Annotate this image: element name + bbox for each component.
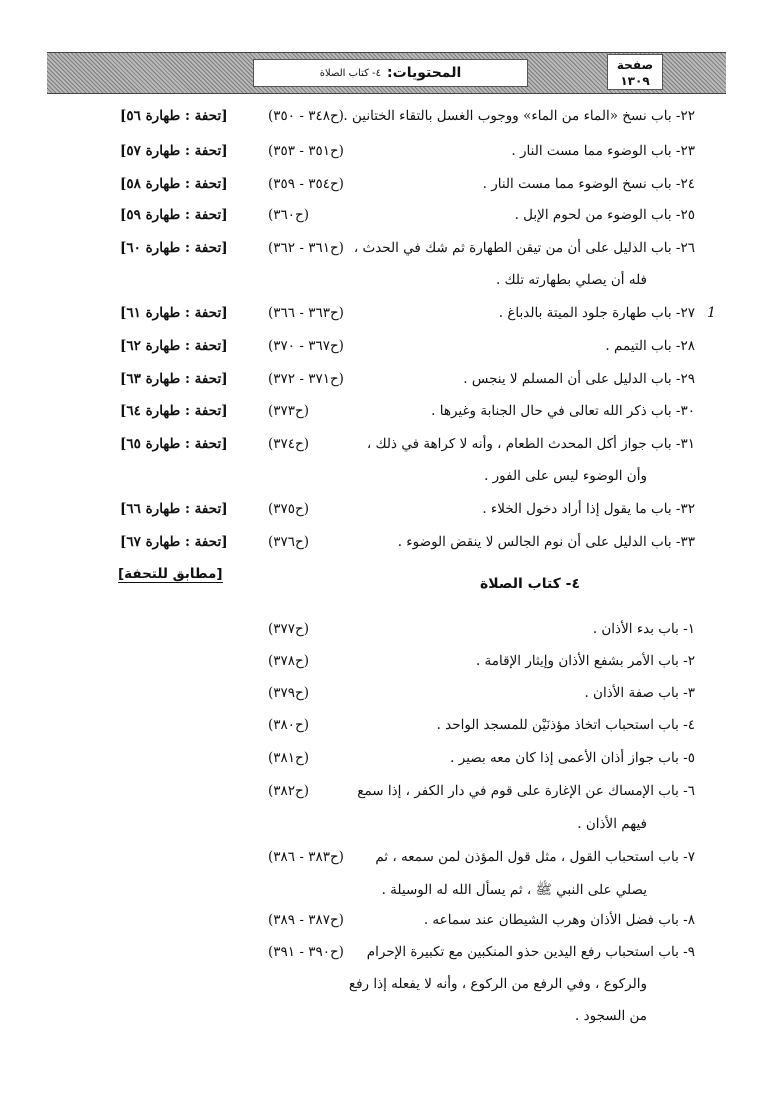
entry-tohfa: [تحفة : طهارة ٦٦] <box>120 501 228 517</box>
prayer-entry-continuation: والركوع ، وفي الرفع من الركوع ، وأنه لا يفعله إذا رفع <box>348 976 647 992</box>
section-heading: ٤- كتاب الصلاة <box>480 576 581 592</box>
entry-ref: (ح٣٦٣ - ٣٦٦) <box>268 305 344 321</box>
entry-tohfa: [تحفة : طهارة ٦٧] <box>120 534 228 550</box>
contents-title-box <box>253 59 528 87</box>
prayer-entry-title: ٥- باب جواز أذان الأعمى إذا كان معه بصير . <box>450 750 695 766</box>
prayer-entry-ref: (ح٣٧٧) <box>268 621 310 637</box>
entry-title: ٢٧- باب طهارة جلود الميتة بالدباغ . <box>498 305 695 321</box>
prayer-entry-title: ٣- باب صفة الأذان . <box>584 685 695 701</box>
prayer-entry-title: ٢- باب الأمر بشفع الأذان وإيثار الإقامة . <box>475 653 695 669</box>
page-label: صفحة <box>616 58 654 72</box>
prayer-entry-ref: (ح٣٨١) <box>268 750 310 766</box>
entry-tohfa: [تحفة : طهارة ٦١] <box>120 305 228 321</box>
entry-tohfa: [تحفة : طهارة ٥٩] <box>120 207 228 223</box>
entry-ref: (ح٣٧١ - ٣٧٢) <box>268 371 344 387</box>
entry-ref: (ح٣٧٥) <box>268 501 310 517</box>
entry-title: ٣٣- باب الدليل على أن نوم الجالس لا ينقض الوضوء . <box>397 534 695 550</box>
prayer-entry-ref: (ح٣٨٠) <box>268 717 310 733</box>
entry-tohfa: [تحفة : طهارة ٥٧] <box>120 143 228 159</box>
entry-ref: (ح٣٦٧ - ٣٧٠) <box>268 338 344 354</box>
contents-subtitle: ٤- كتاب الصلاة <box>319 67 382 79</box>
entry-title: ٢٦- باب الدليل على أن من تيقن الطهارة ثم شك في الحدث ، <box>353 240 695 256</box>
entry-title: ٢٤- باب نسخ الوضوء مما مست النار . <box>482 176 695 192</box>
entry-ref: (ح٣٥١ - ٣٥٣) <box>268 143 344 159</box>
entry-title: ٣٢- باب ما يقول إذا أراد دخول الخلاء . <box>482 501 695 517</box>
page-number: ١٣٠٩ <box>620 74 650 88</box>
prayer-entry-ref: (ح٣٨٢) <box>268 783 310 799</box>
prayer-entry-continuation: يصلي على النبي ﷺ ، ثم يسأل الله له الوسيلة . <box>381 882 647 898</box>
prayer-entry-title: ٩- باب استحباب رفع اليدين حذو المنكبين مع تكبيرة الإحرام <box>366 944 695 960</box>
page-number-box <box>607 54 663 90</box>
prayer-entry-ref: (ح٣٨٣ - ٣٨٦) <box>268 849 344 865</box>
entry-tohfa: [تحفة : طهارة ٦٣] <box>120 371 228 387</box>
matching-note: [مطابق للتحفة] <box>118 566 223 582</box>
entry-tohfa: [تحفة : طهارة ٦٢] <box>120 338 228 354</box>
entry-ref: (ح٣٧٤) <box>268 436 310 452</box>
prayer-entry-continuation: فيهم الأذان . <box>577 816 647 832</box>
entry-title: ٢٣- باب الوضوء مما مست النار . <box>511 143 695 159</box>
prayer-entry-title: ٨- باب فضل الأذان وهرب الشيطان عند سماعه . <box>423 912 695 928</box>
entry-ref: (ح٣٦١ - ٣٦٢) <box>268 240 344 256</box>
entry-ref: (ح٣٧٦) <box>268 534 310 550</box>
prayer-entry-continuation: من السجود . <box>575 1008 647 1024</box>
entry-tohfa: [تحفة : طهارة ٥٦] <box>120 108 228 124</box>
entry-tohfa: [تحفة : طهارة ٦٤] <box>120 403 228 419</box>
entry-title: ٢٩- باب الدليل على أن المسلم لا ينجس . <box>463 371 695 387</box>
prayer-entry-title: ٤- باب استحباب اتخاذ مؤذنَيْن للمسجد الواحد . <box>436 717 695 733</box>
entry-tohfa: [تحفة : طهارة ٦٠] <box>120 240 228 256</box>
contents-label: المحتويات: <box>387 65 462 81</box>
entry-title: ٢٥- باب الوضوء من لحوم الإبل . <box>514 207 695 223</box>
entry-title: ٣١- باب جواز أكل المحدث الطعام ، وأنه لا كراهة في ذلك ، <box>366 436 695 452</box>
prayer-entry-ref: (ح٣٨٧ - ٣٨٩) <box>268 912 344 928</box>
prayer-entry-title: ٦- باب الإمساك عن الإغارة على قوم في دار الكفر ، إذا سمع <box>357 783 695 799</box>
prayer-entry-title: ٧- باب استحباب القول ، مثل قول المؤذن لمن سمعه ، ثم <box>375 849 695 865</box>
prayer-entry-ref: (ح٣٩٠ - ٣٩١) <box>268 944 344 960</box>
entry-ref: (ح٣٤٨ - ٣٥٠) <box>268 108 344 124</box>
prayer-entry-ref: (ح٣٧٨) <box>268 653 310 669</box>
entry-title: ٢٨- باب التيمم . <box>605 338 695 354</box>
entry-continuation: فله أن يصلي بطهارته تلك . <box>495 272 647 288</box>
entry-ref: (ح٣٥٤ - ٣٥٩) <box>268 176 344 192</box>
entry-title: ٣٠- باب ذكر الله تعالى في حال الجنابة وغيرها . <box>431 403 695 419</box>
margin-mark: 1 <box>707 305 716 321</box>
prayer-entry-title: ١- باب بدء الأذان . <box>592 621 695 637</box>
prayer-entry-ref: (ح٣٧٩) <box>268 685 310 701</box>
entry-continuation: وأن الوضوء ليس على الفور . <box>484 468 647 484</box>
entry-tohfa: [تحفة : طهارة ٦٥] <box>120 436 228 452</box>
entry-tohfa: [تحفة : طهارة ٥٨] <box>120 176 228 192</box>
entry-ref: (ح٣٧٣) <box>268 403 310 419</box>
entry-title: ٢٢- باب نسخ «الماء من الماء» ووجوب الغسل بالتقاء الختانين . <box>343 108 695 124</box>
entry-ref: (ح٣٦٠) <box>268 207 310 223</box>
